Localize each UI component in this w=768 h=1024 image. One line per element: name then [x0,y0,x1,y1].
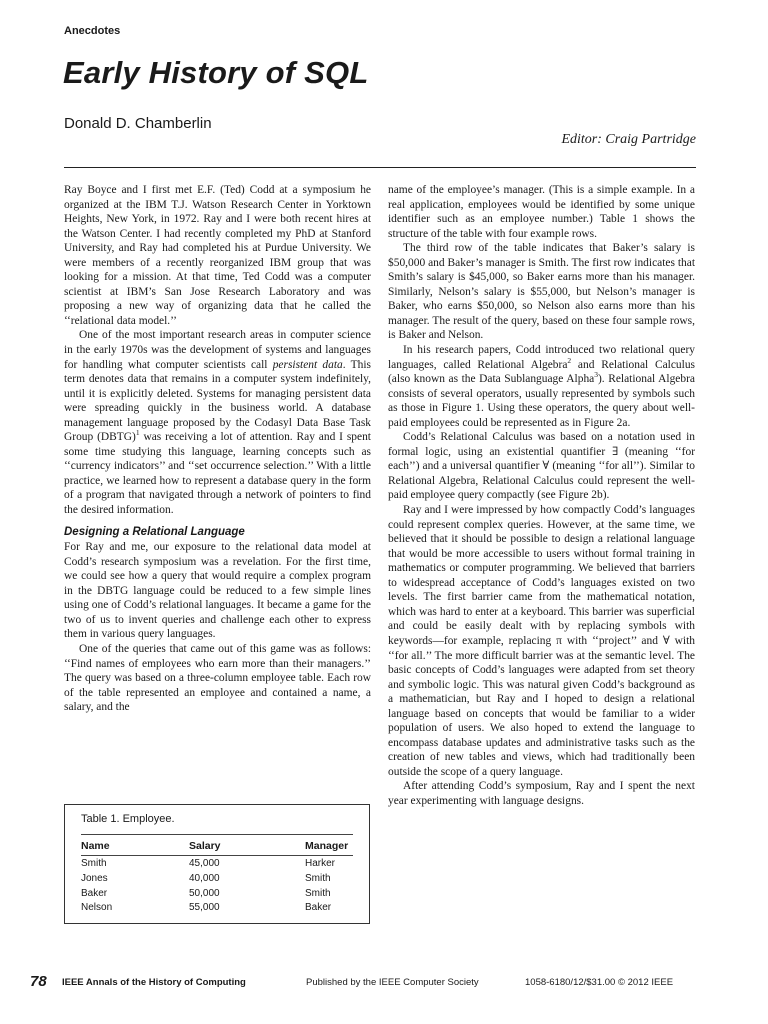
table-cell: Smith [305,888,331,899]
paragraph: After attending Codd’s symposium, Ray and I spent the next year experimenting with language designs. [388,780,695,807]
left-column [64,183,371,715]
paragraph: In his research papers, Codd introduced two relational query languages, called Relational Algebra$^2$ and Relational Calculus (also known as the Data Sublanguage Alpha$^3$). Relational Algebra consists of several operators, usually represented by symbols such as those in Figure 1. Using these operators, the query about well-paid employees could be represented as in Figure 2a. [388,344,695,429]
issn-line: 1058-6180/12/$31.00 © 2012 IEEE [525,977,674,988]
paragraph: Codd’s Relational Calculus was based on a notation used in formal logic, using an existential quantifier ∃ (meaning ‘‘for each’’) and a universal quantifier ∀ (meaning ‘‘for all’’). Similar to Relational Algebra, Relational Calculus could represent the well-paid employee query compactly (see Figure 2b). [388,431,695,502]
employee-table [64,804,370,924]
section-label: Anecdotes [64,25,121,37]
paragraph: One of the queries that came out of this game was as follows: ‘‘Find names of employees who earn more than their managers.’’ The query was based on a three-column employee table. Each row of the table represented an employee and contained a name, a salary, and the [64,642,371,714]
table-cell: Jones [81,873,108,884]
table-cell: Smith [81,858,107,869]
journal-name: IEEE Annals of the History of Computing [62,977,246,988]
table-header-salary: Salary [189,840,221,852]
article-title: Early History of SQL [63,55,369,90]
section-heading: Designing a Relational Language [64,525,245,538]
paragraph: For Ray and me, our exposure to the relational data model at Codd’s research symposium was a revelation. For the first time, we could see how a query that would require a complex program in the DBTG language could be reduced to a few simple lines using one of Codd’s relational languages. It became a game for the two of us to invent queries and challenge each other to express them in various query languages. [64,541,371,641]
table-cell: Baker [305,902,332,913]
table-cell: 55,000 [189,902,220,913]
paragraph: name of the employee’s manager. (This is a simple example. In a real application, employees would be identified by some unique identifier such as an employee number.) Table 1 shows the structure of the table with four example rows. [388,184,695,240]
table-cell: Baker [81,888,108,899]
table-cell: Harker [305,858,336,869]
publisher-line: Published by the IEEE Computer Society [306,977,479,988]
article-author: Donald D. Chamberlin [64,115,212,132]
page-number: 78 [30,973,47,990]
article-editor: Editor: Craig Partridge [561,132,696,147]
table-rule [81,834,353,835]
table-cell: Smith [305,873,331,884]
table-cell: 50,000 [189,888,220,899]
header-divider [64,167,696,168]
paragraph: The third row of the table indicates that Baker’s salary is $50,000 and Baker’s manager is Smith. The first row indicates that Smith’s salary is $45,000, so Baker earns more than his manager. Similarly, Nelson’s salary is $55,000, but Nelson’s manager is Baker, who earns $50,000, so Nelson also earns more than his manager. The result of the query, based on these four sample rows, is Baker and Nelson. [388,242,695,342]
table-cell: Nelson [81,902,113,913]
paragraph: Ray Boyce and I first met E.F. (Ted) Codd at a symposium he organized at the IBM T.J. Watson Research Center in Yorktown Heights, New York, in 1972. Ray and I were both recent hires at the Watson Center. I had recently completed my PhD at Stanford University, and Ray had completed his at Purdue University. We were members of a recently reorganized IBM group that was looking for a mission. At that time, Ted Codd was a computer scientist at IBM’s San Jose Research Laboratory and was proposing a new way of organizing data that he called the ‘‘relational data model.’’ [64,184,371,327]
table-header-manager: Manager [305,840,349,852]
table-cell: 45,000 [189,858,220,869]
paragraph: Ray and I were impressed by how compactly Codd’s languages could represent complex queries. However, at the same time, we believed that it should be possible to design a relational language that would be more accessible to users without formal training in mathematics or computer programming. We believed that barriers to widespread acceptance of Codd’s languages existed on two levels. The first barrier came from the mathematical notation, which was hard to enter at a keyboard. This barrier was superficial and could be easily dealt with by replacing symbols with keywords—for example, replacing π with ‘‘project’’ and ∀ with ‘‘for all.’’ The more difficult barrier was at the semantic level. The basic concepts of Codd’s languages were adapted from set theory and symbolic logic. This was natural given Codd’s background as a mathematician, but Ray and I hoped to design a relational language based on concepts that would be familiar to a wider population of users. We also hoped to extend the language to encompass database updates and administrative tasks such as the creation of new tables and views, which had traditionally been outside the scope of a query language. [388,504,695,778]
right-column [388,183,695,809]
table-cell: 40,000 [189,873,220,884]
table-rule [81,855,353,856]
paragraph: One of the most important research areas in computer science in the early 1970s was the development of systems and languages for handling what computer scientists call persistent data. This term denotes data that remains in a computer system indefinitely, until it is explicitly deleted. Systems for managing persistent data were spreading quickly in the business world. A database management language proposed by the Codasyl Data Base Task Group (DBTG)$^1$ was receiving a lot of attention. Ray and I spent some time studying this language, learning concepts such as ‘‘currency indicators’’ and ‘‘set occurrence selection.’’ With a little practice, we learned how to represent a database query in the form of a program that navigated through a network of pointers to find the desired information. [64,329,371,517]
table-header-name: Name [81,840,110,852]
table-caption: Table 1. Employee. [81,813,175,825]
